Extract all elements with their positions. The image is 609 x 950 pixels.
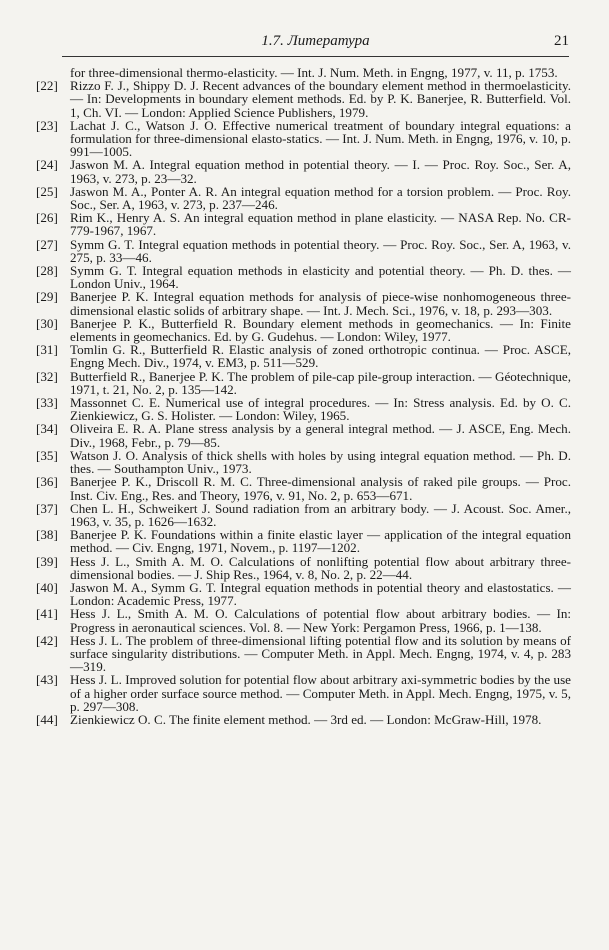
reference-text: Banerjee P. K., Driscoll R. M. C. Three-dimensional analysis of raked pile groups. — Proc. Inst. Civ. Eng., Res. and Theory, 1976, v. 91, No. 2, p. 653—671. xyxy=(70,474,571,503)
reference-continuation: for three-dimensional thermo-elasticity. — Int. J. Num. Meth. in Engng, 1977, v. 11, p. 1753. xyxy=(70,65,558,80)
reference-number: [31] xyxy=(36,342,58,358)
reference-entry xyxy=(36,185,571,211)
reference-text: Jaswon M. A., Symm G. T. Integral equation methods in potential theory and elastostatics. — London: Academic Press, 1977. xyxy=(70,579,571,609)
reference-text: Hess J. L. The problem of three-dimensional lifting potential flow and its solution by means of surface singularity distributions. — Computer Meth. in Appl. Mech. Engng, 1974, v. 4, p. 283—319. xyxy=(70,632,571,675)
reference-text: Banerjee P. K. Foundations within a finite elastic layer — application of the integral equation method. — Civ. Engng, 1971, Novem., p. 1197—1202. xyxy=(70,527,571,556)
running-title: 1.7. Литература xyxy=(261,33,370,49)
reference-list xyxy=(36,66,571,726)
reference-text: Butterfield R., Banerjee P. K. The problem of pile-cap pile-group interaction. — Géotechnique, 1971, t. 21, No. 2, p. 135—142. xyxy=(70,368,571,397)
reference-entry xyxy=(36,555,571,581)
reference-text: Zienkiewicz O. C. The finite element method. — 3rd ed. — London: McGraw-Hill, 1978. xyxy=(70,711,542,727)
reference-text: Hess J. L., Smith A. M. O. Calculations of nonlifting potential flow about arbitrary three-dimensional bodies. — J. Ship Res., 1964, v. 8, No. 2, p. 22—44. xyxy=(70,553,571,582)
reference-number: [40] xyxy=(36,579,58,595)
reference-entries xyxy=(36,79,571,726)
reference-entry xyxy=(36,502,571,528)
reference-number: [36] xyxy=(36,474,58,490)
reference-text: Jaswon M. A., Ponter A. R. An integral equation method for a torsion problem. — Proc. Roy. Soc., Ser. A, 1963, v. 273, p. 237—246. xyxy=(70,183,571,213)
reference-text: Rizzo F. J., Shippy D. J. Recent advances of the boundary element method in thermoelasticity. — In: Developments in boundary element methods. Ed. by P. K. Banerjee, R. Butterfield. Vol. 1, Ch. VI. — London: Applied Science Publishers, 1979. xyxy=(70,78,571,120)
reference-number: [26] xyxy=(36,210,58,226)
reference-entry xyxy=(36,290,571,316)
reference-number: [38] xyxy=(36,527,58,543)
reference-text: Symm G. T. Integral equation methods in elasticity and potential theory. — Ph. D. thes. — London Univ., 1964. xyxy=(70,263,571,292)
reference-entry xyxy=(36,317,571,343)
reference-entry xyxy=(36,713,571,726)
reference-text: Jaswon M. A. Integral equation method in potential theory. — I. — Proc. Roy. Soc., Ser. A, 1963, v. 273, p. 23—32. xyxy=(70,157,571,186)
reference-entry xyxy=(36,475,571,501)
reference-text: Chen L. H., Schweikert J. Sound radiation from an arbitrary body. — J. Acoust. Soc. Amer., 1963, v. 35, p. 1626—1632. xyxy=(70,500,571,529)
reference-text: Banerjee P. K. Integral equation methods for analysis of piece-wise nonhomogeneous three-dimensional elastic solids of arbitrary shape. — Int. J. Mech. Sci., 1976, v. 18, p. 293—303. xyxy=(70,289,571,318)
reference-entry xyxy=(36,422,571,448)
page-header xyxy=(62,30,569,57)
reference-number: [39] xyxy=(36,553,58,569)
reference-number: [32] xyxy=(36,368,58,384)
reference-entry xyxy=(36,343,571,369)
reference-text: Hess J. L., Smith A. M. O. Calculations of potential flow about arbitrary bodies. — In: Progress in aeronautical sciences. Vol. 8. — New York: Pergamon Press, 1966, p. 1—138. xyxy=(70,606,571,635)
reference-text: Rim K., Henry A. S. An integral equation method in plane elasticity. — NASA Rep. No. CR-779-1967, 1967. xyxy=(70,210,571,239)
reference-text: Watson J. O. Analysis of thick shells with holes by using integral equation method. — Ph. D. thes. — Southampton Univ., 1973. xyxy=(70,447,571,477)
reference-number: [23] xyxy=(36,117,58,133)
reference-number: [29] xyxy=(36,289,58,305)
reference-entry xyxy=(36,634,571,674)
reference-text: Oliveira E. R. A. Plane stress analysis by a general integral method. — J. ASCE, Eng. Mech. Div., 1968, Febr., p. 79—85. xyxy=(70,421,571,450)
reference-number: [41] xyxy=(36,606,58,622)
reference-entry xyxy=(36,211,571,237)
reference-text: Symm G. T. Integral equation methods in potential theory. — Proc. Roy. Soc., Ser. A, 1963, v. 275, p. 33—46. xyxy=(70,236,571,265)
reference-number: [33] xyxy=(36,395,58,411)
reference-number: [42] xyxy=(36,632,58,648)
reference-entry xyxy=(36,264,571,290)
reference-number: [44] xyxy=(36,711,58,727)
reference-number: [22] xyxy=(36,78,58,94)
reference-entry xyxy=(36,607,571,633)
reference-number: [35] xyxy=(36,447,58,463)
reference-entry xyxy=(36,528,571,554)
page-number: 21 xyxy=(554,33,569,49)
reference-number: [34] xyxy=(36,421,58,437)
reference-entry xyxy=(36,449,571,475)
reference-number: [37] xyxy=(36,500,58,516)
reference-entry xyxy=(36,79,571,119)
reference-number: [30] xyxy=(36,315,58,331)
reference-number: [27] xyxy=(36,236,58,252)
reference-entry xyxy=(36,673,571,713)
reference-text: Banerjee P. K., Butterfield R. Boundary element methods in geomechanics. — In: Finite elements in geomechanics. Ed. by G. Gudehus. — London: Wiley, 1977. xyxy=(70,315,571,345)
reference-entry xyxy=(36,370,571,396)
reference-number: [28] xyxy=(36,263,58,279)
reference-entry xyxy=(36,119,571,159)
reference-text: Tomlin G. R., Butterfield R. Elastic analysis of zoned orthotropic continua. — Proc. ASCE, Engng Mech. Div., 1974, v. EM3, p. 511—529. xyxy=(70,342,571,371)
reference-text: Massonnet C. E. Numerical use of integral procedures. — In: Stress analysis. Ed. by O. C. Zienkiewicz, G. S. Holister. — London: Wiley, 1965. xyxy=(70,395,571,424)
reference-number: [24] xyxy=(36,157,58,173)
reference-text: Lachat J. C., Watson J. O. Effective numerical treatment of boundary integral equations: a formulation for three-dimensional elasto-statics. — Int. J. Num. Meth. in Engng, 1976, v. 10, p. 991—1005. xyxy=(70,117,571,160)
reference-entry xyxy=(36,158,571,184)
reference-number: [43] xyxy=(36,672,58,688)
reference-entry xyxy=(36,238,571,264)
reference-number: [25] xyxy=(36,183,58,199)
reference-text: Hess J. L. Improved solution for potential flow about arbitrary axi-symmetric bodies by the use of a higher order surface source method. — Computer Meth. in Appl. Mech. Engng, 1975, v. 5, p. 297—308. xyxy=(70,672,571,714)
reference-entry xyxy=(36,581,571,607)
reference-entry xyxy=(36,396,571,422)
